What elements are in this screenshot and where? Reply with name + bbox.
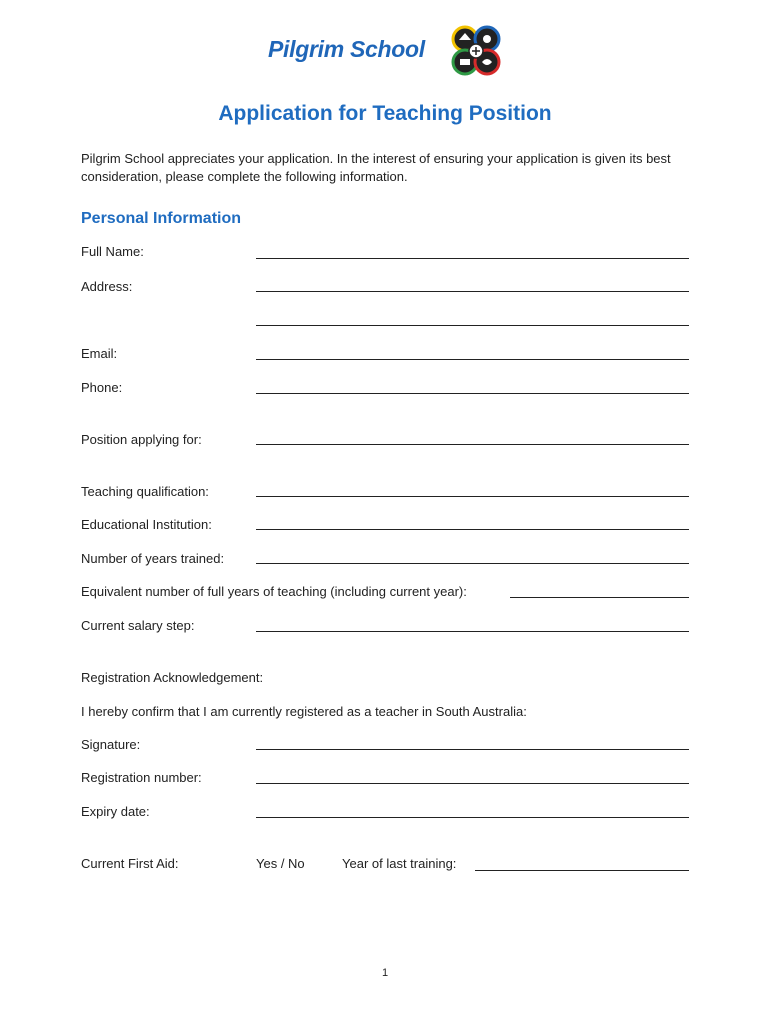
expiry-date-field[interactable] — [256, 817, 689, 818]
expiry-date-label: Expiry date: — [81, 804, 150, 819]
first-aid-yes-no[interactable]: Yes / No — [256, 856, 305, 871]
years-teaching-label: Equivalent number of full years of teaching (including current year): — [81, 584, 467, 599]
registration-ack-label: Registration Acknowledgement: — [81, 670, 264, 685]
school-crest-icon — [450, 24, 502, 78]
phone-field[interactable] — [256, 393, 689, 394]
institution-field[interactable] — [256, 529, 689, 530]
page-title: Application for Teaching Position — [218, 102, 552, 125]
school-logo — [268, 24, 508, 80]
registration-number-field[interactable] — [256, 783, 689, 784]
full-name-field[interactable] — [256, 258, 689, 259]
phone-label: Phone: — [81, 380, 123, 395]
last-training-field[interactable] — [475, 870, 689, 871]
years-teaching-field[interactable] — [510, 597, 689, 598]
email-field[interactable] — [256, 359, 689, 360]
confirm-statement: I hereby confirm that I am currently registered as a teacher in South Australia: — [81, 704, 527, 719]
years-trained-field[interactable] — [256, 563, 689, 564]
address-field-line-2[interactable] — [256, 325, 689, 326]
salary-step-field[interactable] — [256, 631, 689, 632]
section-heading-personal: Personal Information — [81, 210, 242, 227]
position-field[interactable] — [256, 444, 689, 445]
qualification-label: Teaching qualification: — [81, 484, 209, 499]
years-trained-label: Number of years trained: — [81, 551, 225, 566]
address-label: Address: — [81, 279, 133, 294]
qualification-field[interactable] — [256, 496, 689, 497]
signature-label: Signature: — [81, 737, 141, 752]
first-aid-label: Current First Aid: — [81, 856, 179, 871]
institution-label: Educational Institution: — [81, 517, 212, 532]
address-field-line-1[interactable] — [256, 291, 689, 292]
last-training-label: Year of last training: — [342, 856, 457, 871]
signature-field[interactable] — [256, 749, 689, 750]
position-label: Position applying for: — [81, 432, 202, 447]
salary-step-label: Current salary step: — [81, 618, 195, 633]
page-number: 1 — [381, 967, 389, 979]
logo-text: Pilgrim School — [268, 36, 425, 62]
intro-paragraph: Pilgrim School appreciates your application. In the interest of ensuring your application is given its best consideration, please complete the following information. — [81, 151, 671, 184]
registration-number-label: Registration number: — [81, 770, 202, 785]
email-label: Email: — [81, 346, 118, 361]
full-name-label: Full Name: — [81, 244, 144, 259]
